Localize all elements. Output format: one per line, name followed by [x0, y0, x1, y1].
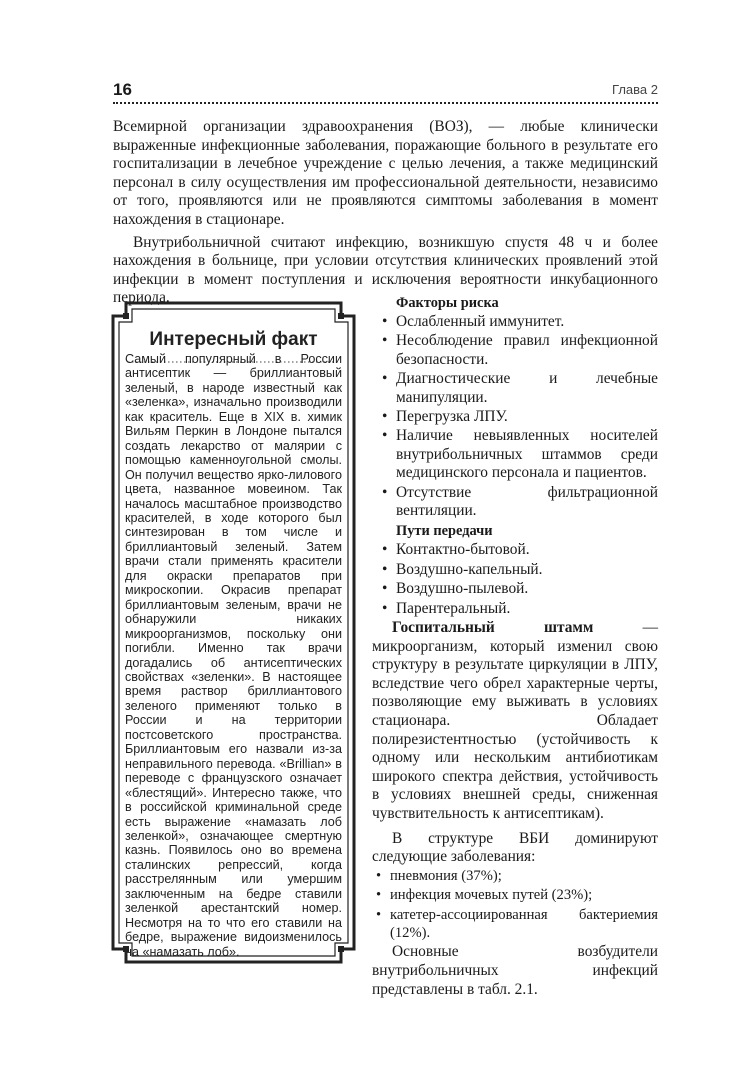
- risk-factors-list: [372, 313, 658, 520]
- bullet-icon: •: [382, 580, 388, 598]
- risk-factors-heading: Факторы риска: [396, 295, 499, 311]
- right-column: [372, 294, 658, 999]
- header-dotted-rule: [113, 102, 658, 104]
- list-item: • Контактно-бытовой.: [382, 541, 530, 559]
- list-item: • Воздушно-пылевой.: [382, 580, 529, 598]
- list-item: • катетер-ассоциированная бактериемия (12%).: [376, 906, 658, 942]
- chapter-label: Глава 2: [612, 82, 658, 97]
- list-item: • Несоблюдение правил инфекционной безопасности.: [382, 332, 658, 368]
- hospital-strain-term: Госпитальный штамм: [392, 619, 594, 637]
- fact-box-text: Самый популярный в России антисептик — бриллиантовый зеленый, в народе известный как «зеленка», изначально производили как краситель. Еще в XIX в. химик Вильям Перкин в Лондоне пытался создать лекарство от малярии с помощью каменноугольной смолы. Он получил вещество ярко-лилового цвета, названное мовеином. Так началось масштабное производство красителей, в ходе которого был синтезирован в том числе и бриллиантовый зеленый. Затем врачи стали применять красители для окраски препаратов при микроскопии. Окрасив препарат бриллиантовым зеленым, врачи не обнаружили никаких микроорганизмов, поскольку они погибли. Именно так врачи догадались об антисептических свойствах «зеленки». В настоящее время раствор бриллиантового зеленого применяют только в России и на территории постсоветского пространства. Бриллиантовым его назвали из-за неправильного перевода. «Brillian» в переводе с французского означает «блестящий». Интересно также, что в российской криминальной среде есть выражение «намазать лоб зеленкой», означающее смертную казнь. Появилось оно во времена сталинских репрессий, когда расстрелянным или умершим заключенным на бедре ставили зеленкой арестантский номер. Несмотря на то что его ставили на бедре, выражение видоизменилось на «намазать лоб».: [125, 352, 342, 959]
- page-number: 16: [113, 80, 132, 99]
- list-item: • Перегрузка ЛПУ.: [382, 408, 508, 426]
- transmission-heading: Пути передачи: [396, 523, 493, 540]
- bullet-icon: •: [382, 599, 388, 617]
- intro-text: [113, 118, 658, 308]
- bullet-icon: •: [382, 408, 388, 426]
- list-item: • Парентеральный.: [382, 599, 511, 617]
- intro-paragraph-2: Внутрибольничной считают инфекцию, возникшую спустя 48 ч и более нахождения в больнице, при условии отсутствия клинических проявлений этой инфекции в момент поступления и исключения вероятности инкубационного периода.: [113, 233, 658, 307]
- hospital-strain-definition: — микроорганизм, который изменил свою структуру в результате циркуляции в ЛПУ, вследствие чего обрел характерные черты, позволяющие ему выживать в условиях стационара. Обладает полирезистентностью (устойчивость к одному или нескольким антибиотикам широкого спектра действия, устойчивость в условиях внешней среды, сниженная чувствительность к антисептикам).: [372, 619, 658, 823]
- list-item: • пневмония (37%);: [376, 867, 502, 884]
- bullet-icon: •: [382, 483, 388, 501]
- fact-box-title: Интересный факт: [149, 329, 318, 350]
- bullet-icon: •: [382, 541, 388, 559]
- list-item: • Диагностические и лечебные манипуляции.: [382, 370, 658, 406]
- list-item: • инфекция мочевых путей (23%);: [376, 887, 593, 904]
- closing-paragraph: Основные возбудители внутрибольничных инфекций представлены в табл. 2.1.: [372, 943, 658, 998]
- structure-intro: В структуре ВБИ доминируют следующие заболевания:: [372, 829, 658, 866]
- bullet-icon: •: [382, 560, 388, 578]
- list-item: • Наличие невыявленных носителей внутрибольничных штаммов среди медицинского персонала и пациентов.: [382, 427, 658, 482]
- bullet-icon: •: [382, 332, 388, 350]
- transmission-list: [372, 541, 658, 618]
- page-header: [113, 80, 658, 100]
- intro-paragraph-1: Всемирной организации здравоохранения (ВОЗ), — любые клинически выраженные инфекционные заболевания, поражающие больного в результате его госпитализации в лечебное учреждение с целью лечения, а также медицинский персонал в силу осуществления им профессиональной деятельности, независимо от того, проявляются или не проявляются симптомы заболевания в момент нахождения в стационаре.: [113, 118, 658, 228]
- bullet-icon: •: [382, 370, 388, 388]
- bullet-icon: •: [376, 887, 382, 904]
- bullet-icon: •: [376, 906, 382, 923]
- list-item: • Воздушно-капельный.: [382, 560, 543, 578]
- list-item: • Отсутствие фильтрационной вентиляции.: [382, 483, 658, 520]
- bullet-icon: •: [376, 867, 382, 884]
- list-item: • Ослабленный иммунитет.: [382, 313, 565, 330]
- bullet-icon: •: [382, 427, 388, 445]
- hospital-strain-paragraph: [372, 619, 658, 824]
- bullet-icon: •: [382, 313, 388, 330]
- structure-list: [372, 867, 658, 943]
- interesting-fact-box: [110, 300, 357, 965]
